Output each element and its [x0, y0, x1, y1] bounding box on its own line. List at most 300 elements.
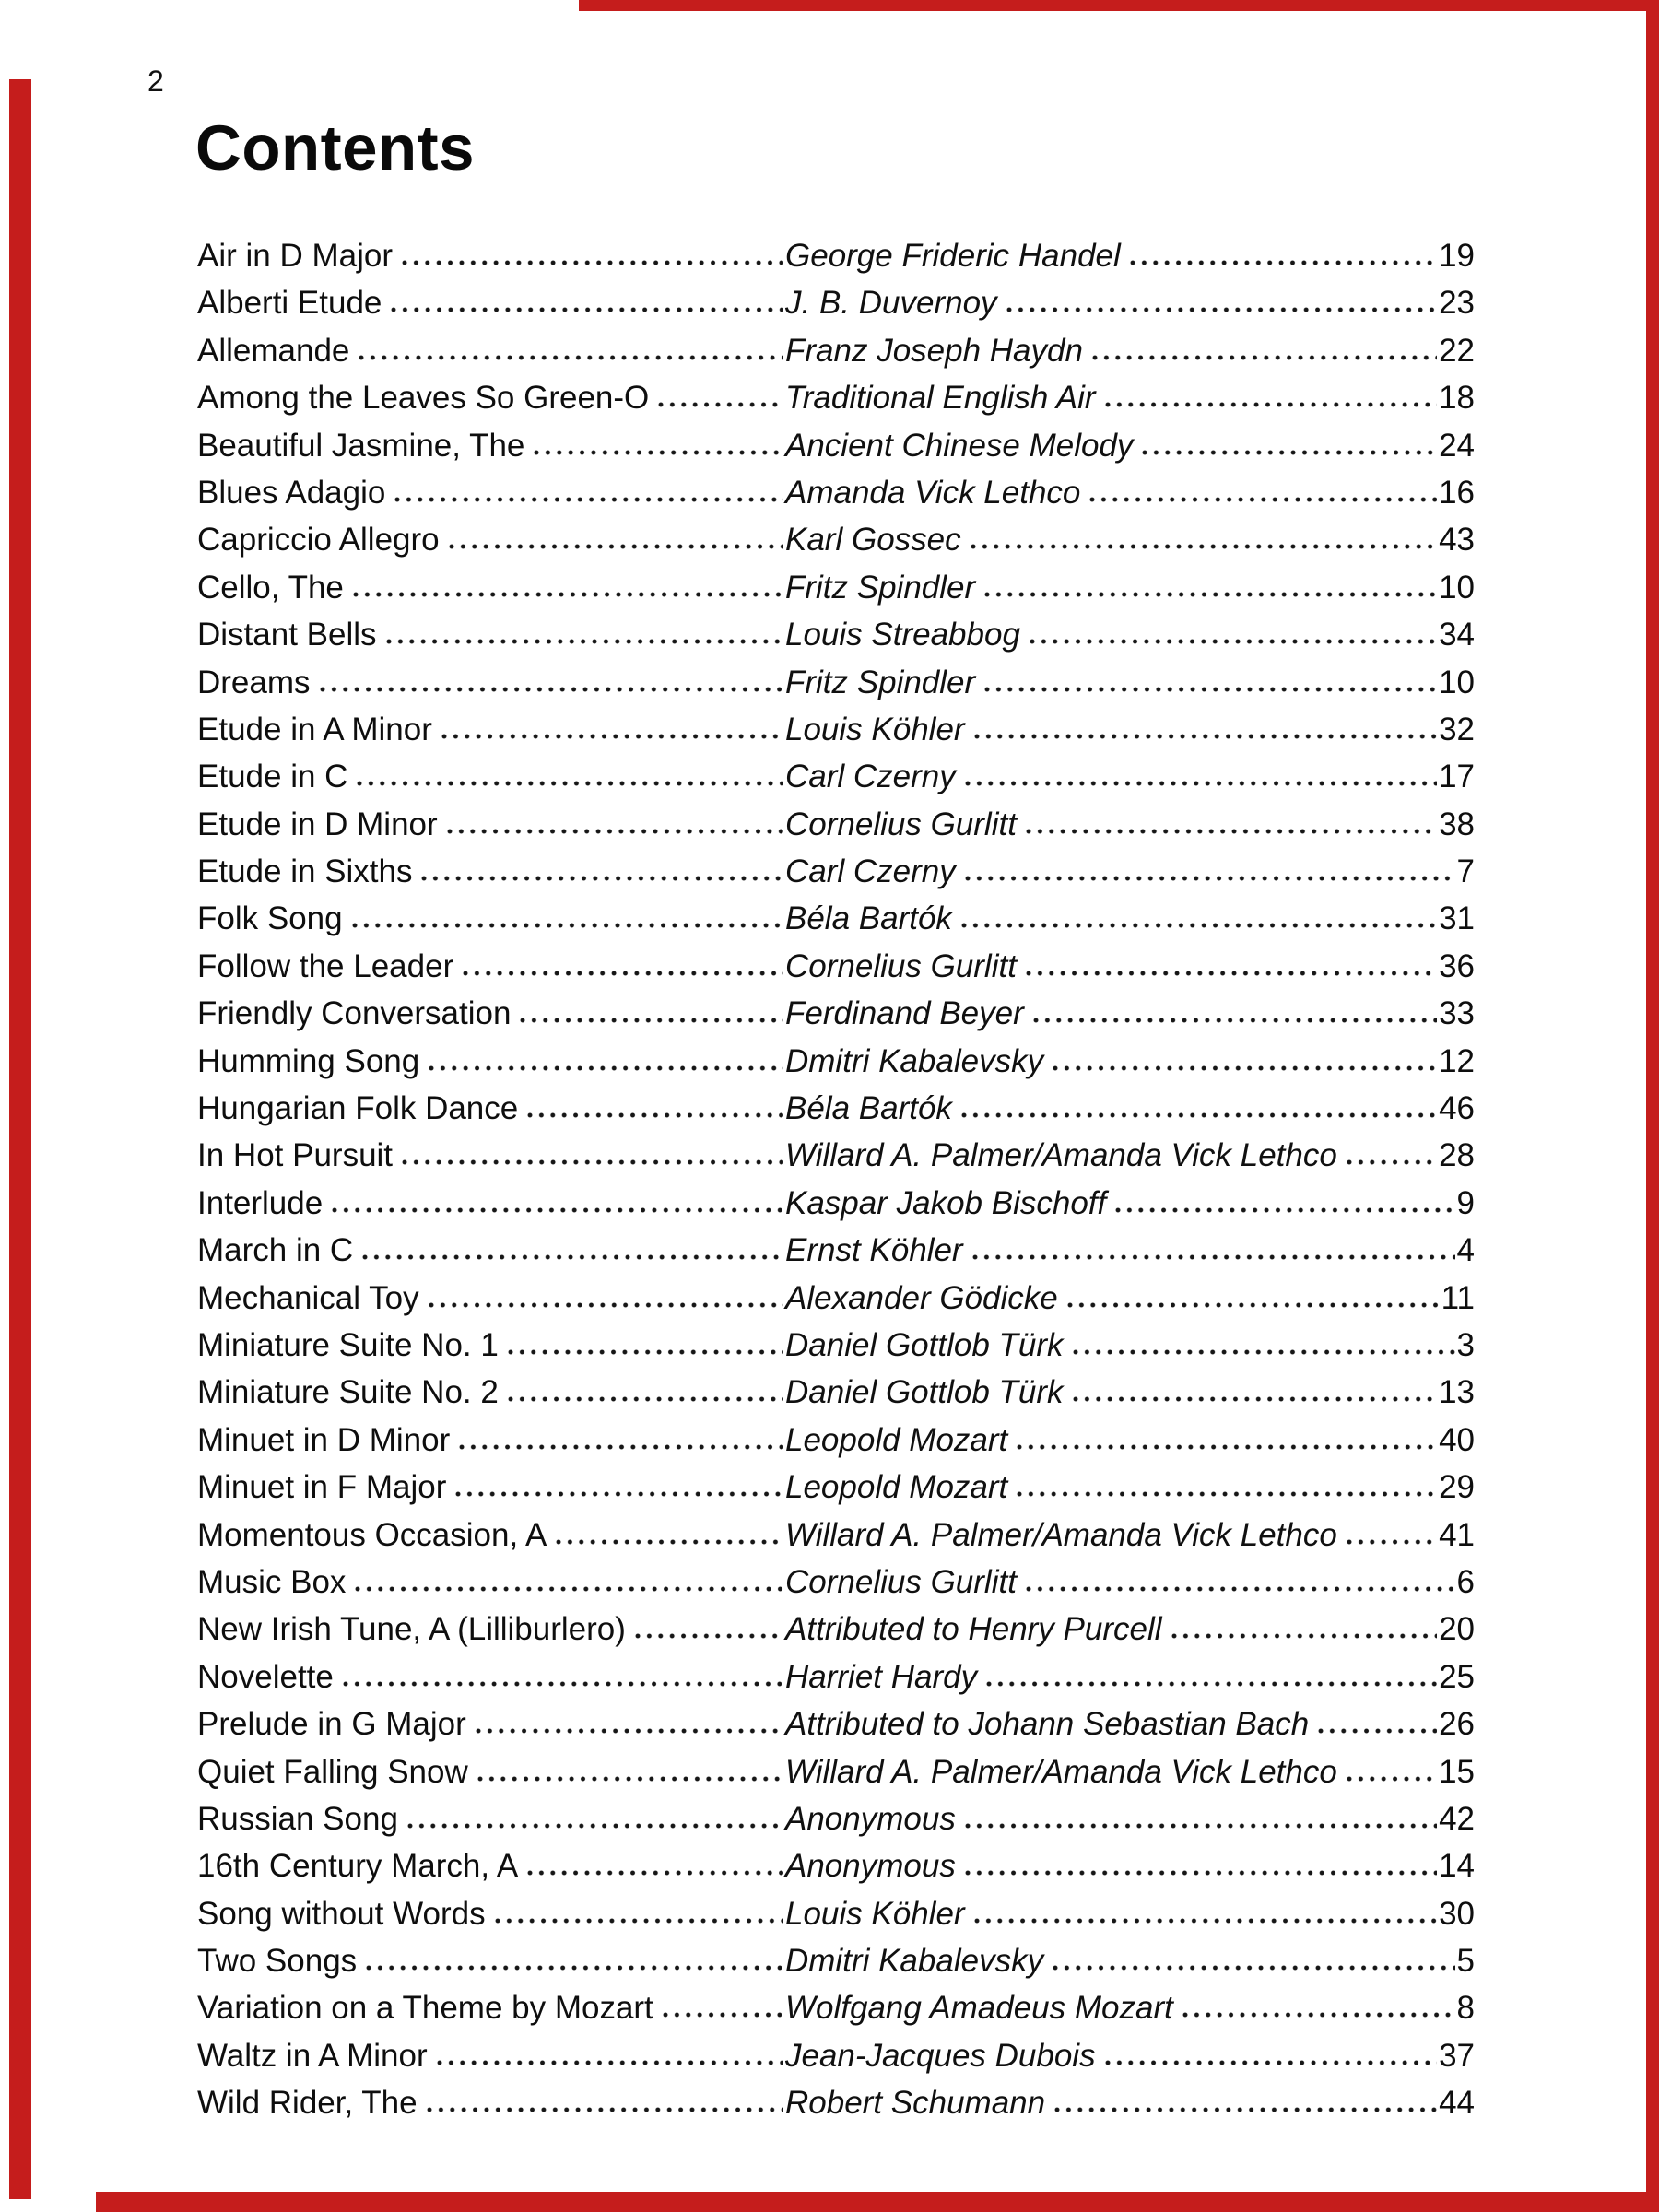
entry-composer: Cornelius Gurlitt	[785, 1563, 1017, 1600]
toc-title-cell	[197, 1275, 785, 1322]
toc-row	[197, 1464, 1475, 1511]
entry-page-number: 34	[1439, 617, 1475, 653]
entry-composer: Willard A. Palmer/Amanda Vick Lethco	[785, 1753, 1337, 1790]
toc-title-cell	[197, 1984, 785, 2031]
toc-title-cell	[197, 516, 785, 563]
entry-title: Humming Song	[197, 1042, 420, 1079]
toc-composer-cell	[785, 1984, 1475, 2031]
dot-leader	[349, 922, 783, 929]
book-cover-edge-bottom	[96, 2192, 1659, 2212]
toc-title-cell	[197, 1937, 785, 1984]
dot-leader	[1127, 259, 1437, 266]
entry-page-number: 38	[1439, 806, 1475, 842]
toc-row	[197, 516, 1475, 563]
dot-leader	[383, 638, 783, 645]
entry-title: Follow the Leader	[197, 947, 454, 984]
entry-title: Wild Rider, The	[197, 2085, 418, 2122]
toc-title-cell	[197, 422, 785, 469]
entry-page-number: 25	[1439, 1658, 1475, 1695]
entry-page-number: 3	[1456, 1326, 1475, 1363]
dot-leader	[1052, 2106, 1437, 2113]
dot-leader	[1139, 449, 1437, 456]
toc-row	[197, 943, 1475, 990]
dot-leader	[968, 543, 1437, 550]
toc-composer-cell	[785, 1937, 1475, 1984]
dot-leader	[1087, 496, 1437, 503]
entry-title: Variation on a Theme by Mozart	[197, 1990, 653, 2027]
entry-title: Folk Song	[197, 900, 343, 937]
entry-composer: Willard A. Palmer/Amanda Vick Lethco	[785, 1516, 1337, 1553]
toc-composer-cell	[785, 516, 1475, 563]
entry-title: Beautiful Jasmine, The	[197, 427, 525, 464]
toc-composer-cell	[785, 469, 1475, 516]
toc-row	[197, 1842, 1475, 1889]
dot-leader	[1112, 1206, 1454, 1214]
toc-composer-cell	[785, 659, 1475, 706]
toc-row	[197, 753, 1475, 800]
entry-page-number: 30	[1439, 1895, 1475, 1932]
toc-title-cell	[197, 1606, 785, 1653]
toc-composer-cell	[785, 1275, 1475, 1322]
dot-leader	[505, 1395, 783, 1403]
entry-composer: Daniel Gottlob Türk	[785, 1374, 1064, 1411]
toc-title-cell	[197, 1464, 785, 1511]
toc-row	[197, 279, 1475, 326]
dot-leader	[632, 1632, 783, 1640]
dot-leader	[1030, 1017, 1437, 1024]
dot-leader	[971, 733, 1437, 740]
dot-leader	[1180, 2011, 1455, 2018]
dot-leader	[959, 922, 1437, 929]
toc-title-cell	[197, 1038, 785, 1085]
toc-composer-cell	[785, 895, 1475, 942]
entry-composer: Willard A. Palmer/Amanda Vick Lethco	[785, 1137, 1337, 1174]
entry-title: Prelude in G Major	[197, 1706, 466, 1743]
toc-title-cell	[197, 2079, 785, 2126]
entry-page-number: 23	[1439, 285, 1475, 322]
entry-title: Capriccio Allegro	[197, 522, 440, 559]
dot-leader	[1070, 1348, 1455, 1356]
entry-page-number: 41	[1439, 1516, 1475, 1553]
dot-leader	[1344, 1538, 1437, 1546]
dot-leader	[399, 259, 783, 266]
toc-title-cell	[197, 564, 785, 611]
entry-title: 16th Century March, A	[197, 1848, 519, 1885]
entry-page-number: 7	[1456, 853, 1475, 890]
entry-page-number: 13	[1439, 1374, 1475, 1411]
toc-row	[197, 2079, 1475, 2126]
dot-leader	[553, 1538, 783, 1546]
entry-title: Etude in A Minor	[197, 711, 432, 747]
dot-leader	[1344, 1159, 1437, 1166]
dot-leader	[460, 970, 783, 977]
toc-row	[197, 374, 1475, 421]
toc-row	[197, 1132, 1475, 1179]
entry-page-number: 18	[1439, 380, 1475, 417]
toc-row	[197, 1748, 1475, 1795]
entry-composer: Béla Bartók	[785, 1090, 952, 1127]
dot-leader	[1014, 1490, 1437, 1498]
toc-row	[197, 706, 1475, 753]
toc-title-cell	[197, 706, 785, 753]
toc-composer-cell	[785, 374, 1475, 421]
dot-leader	[1023, 1585, 1455, 1593]
dot-leader	[959, 1112, 1437, 1119]
toc-title-cell	[197, 374, 785, 421]
toc-row	[197, 1417, 1475, 1464]
entry-title: Distant Bells	[197, 617, 377, 653]
dot-leader	[660, 2011, 783, 2018]
dot-leader	[446, 543, 783, 550]
toc-row	[197, 611, 1475, 658]
entry-title: Minuet in F Major	[197, 1469, 447, 1506]
entry-title: Etude in Sixths	[197, 853, 413, 890]
toc-row	[197, 1890, 1475, 1937]
page-title: Contents	[195, 112, 475, 183]
toc-row	[197, 1606, 1475, 1653]
dot-leader	[439, 733, 783, 740]
entry-page-number: 29	[1439, 1469, 1475, 1506]
entry-title: Novelette	[197, 1658, 334, 1695]
entry-title: Friendly Conversation	[197, 995, 512, 1032]
dot-leader	[392, 496, 783, 503]
toc-composer-cell	[785, 1890, 1475, 1937]
entry-composer: Dmitri Kabalevsky	[785, 1943, 1044, 1980]
entry-title: Alberti Etude	[197, 285, 382, 322]
dot-leader	[354, 780, 783, 787]
entry-page-number: 24	[1439, 427, 1475, 464]
entry-title: Among the Leaves So Green-O	[197, 380, 650, 417]
entry-composer: Leopold Mozart	[785, 1469, 1008, 1506]
book-cover-edge-top	[579, 0, 1659, 11]
dot-leader	[1102, 2059, 1437, 2066]
entry-page-number: 12	[1439, 1042, 1475, 1079]
toc-composer-cell	[785, 279, 1475, 326]
toc-title-cell	[197, 1748, 785, 1795]
entry-page-number: 17	[1439, 759, 1475, 795]
dot-leader	[352, 1585, 783, 1593]
toc-row	[197, 848, 1475, 895]
toc-row	[197, 232, 1475, 279]
toc-row	[197, 895, 1475, 942]
toc-row	[197, 1038, 1475, 1085]
dot-leader	[1344, 1775, 1437, 1783]
toc-row	[197, 1512, 1475, 1559]
entry-page-number: 19	[1439, 238, 1475, 274]
entry-composer: Fritz Spindler	[785, 664, 976, 700]
entry-title: Dreams	[197, 664, 311, 700]
entry-page-number: 40	[1439, 1421, 1475, 1458]
dot-leader	[473, 1727, 783, 1735]
toc-row	[197, 1180, 1475, 1227]
entry-title: Air in D Major	[197, 238, 393, 274]
dot-leader	[962, 875, 1455, 882]
toc-title-cell	[197, 1842, 785, 1889]
toc-composer-cell	[785, 1085, 1475, 1132]
toc-row	[197, 1937, 1475, 1984]
entry-composer: Cornelius Gurlitt	[785, 806, 1017, 842]
toc-row	[197, 1085, 1475, 1132]
dot-leader	[1023, 828, 1437, 835]
toc-row	[197, 422, 1475, 469]
dot-leader	[444, 828, 783, 835]
dot-leader	[456, 1443, 783, 1451]
dot-leader	[505, 1348, 783, 1356]
entry-composer: Louis Streabbog	[785, 617, 1020, 653]
toc-row	[197, 327, 1475, 374]
entry-page-number: 11	[1441, 1279, 1475, 1316]
toc-title-cell	[197, 232, 785, 279]
dot-leader	[418, 875, 783, 882]
dot-leader	[531, 449, 783, 456]
dot-leader	[971, 1917, 1437, 1924]
entry-composer: Alexander Gödicke	[785, 1279, 1058, 1316]
entry-composer: Karl Gossec	[785, 522, 961, 559]
entry-title: March in C	[197, 1232, 354, 1269]
toc-composer-cell	[785, 2032, 1475, 2079]
toc-title-cell	[197, 801, 785, 848]
entry-page-number: 36	[1439, 947, 1475, 984]
entry-composer: Franz Joseph Haydn	[785, 332, 1083, 369]
toc-title-cell	[197, 1795, 785, 1842]
toc-title-cell	[197, 611, 785, 658]
toc-composer-cell	[785, 1653, 1475, 1700]
toc-row	[197, 1700, 1475, 1747]
entry-title: Waltz in A Minor	[197, 2037, 428, 2074]
dot-leader	[317, 686, 783, 693]
toc-composer-cell	[785, 1417, 1475, 1464]
entry-composer: Daniel Gottlob Türk	[785, 1326, 1064, 1363]
toc-composer-cell	[785, 1464, 1475, 1511]
dot-leader	[453, 1490, 783, 1498]
toc-row	[197, 659, 1475, 706]
dot-leader	[524, 1112, 783, 1119]
book-cover-edge-left	[9, 79, 31, 2199]
toc-row	[197, 1559, 1475, 1606]
toc-title-cell	[197, 753, 785, 800]
entry-composer: Traditional English Air	[785, 380, 1096, 417]
entry-page-number: 28	[1439, 1137, 1475, 1174]
dot-leader	[1027, 638, 1437, 645]
entry-page-number: 33	[1439, 995, 1475, 1032]
entry-page-number: 10	[1439, 664, 1475, 700]
dot-leader	[424, 2106, 783, 2113]
toc-composer-cell	[785, 848, 1475, 895]
toc-title-cell	[197, 1417, 785, 1464]
toc-title-cell	[197, 2032, 785, 2079]
toc-composer-cell	[785, 1227, 1475, 1274]
entry-page-number: 14	[1439, 1848, 1475, 1885]
toc-composer-cell	[785, 1180, 1475, 1227]
toc-composer-cell	[785, 2079, 1475, 2126]
entry-composer: Ernst Köhler	[785, 1232, 963, 1269]
toc-composer-cell	[785, 1132, 1475, 1179]
toc-composer-cell	[785, 1795, 1475, 1842]
dot-leader	[399, 1159, 783, 1166]
toc-row	[197, 1369, 1475, 1416]
dot-leader	[1050, 1964, 1454, 1971]
toc-title-cell	[197, 895, 785, 942]
entry-title: Etude in D Minor	[197, 806, 438, 842]
entry-page-number: 43	[1439, 522, 1475, 559]
entry-title: Quiet Falling Snow	[197, 1753, 468, 1790]
entry-page-number: 8	[1456, 1990, 1475, 2027]
entry-title: Miniature Suite No. 2	[197, 1374, 499, 1411]
entry-page-number: 42	[1439, 1800, 1475, 1837]
entry-composer: Wolfgang Amadeus Mozart	[785, 1990, 1173, 2027]
dot-leader	[434, 2059, 783, 2066]
dot-leader	[1014, 1443, 1437, 1451]
dot-leader	[962, 1822, 1437, 1830]
toc-title-cell	[197, 469, 785, 516]
toc-composer-cell	[785, 1559, 1475, 1606]
toc-title-cell	[197, 1180, 785, 1227]
toc-composer-cell	[785, 801, 1475, 848]
toc-composer-cell	[785, 1322, 1475, 1369]
entry-title: Cello, The	[197, 569, 344, 606]
entry-page-number: 15	[1439, 1753, 1475, 1790]
dot-leader	[1004, 306, 1438, 313]
toc-composer-cell	[785, 990, 1475, 1037]
dot-leader	[329, 1206, 783, 1214]
toc-title-cell	[197, 943, 785, 990]
entry-title: New Irish Tune, A (Lilliburlero)	[197, 1611, 626, 1648]
dot-leader	[970, 1253, 1455, 1261]
dot-leader	[1089, 354, 1437, 361]
entry-page-number: 46	[1439, 1090, 1475, 1127]
entry-title: Minuet in D Minor	[197, 1421, 451, 1458]
toc-composer-cell	[785, 232, 1475, 279]
toc-title-cell	[197, 1369, 785, 1416]
entry-composer: Amanda Vick Lethco	[785, 474, 1081, 511]
toc-row	[197, 2032, 1475, 2079]
entry-composer: Leopold Mozart	[785, 1421, 1008, 1458]
toc-title-cell	[197, 848, 785, 895]
dot-leader	[350, 591, 783, 598]
entry-title: Two Songs	[197, 1943, 358, 1980]
dot-leader	[517, 1017, 783, 1024]
entry-composer: Anonymous	[785, 1848, 956, 1885]
toc-composer-cell	[785, 1842, 1475, 1889]
toc-title-cell	[197, 1227, 785, 1274]
entry-title: Hungarian Folk Dance	[197, 1090, 519, 1127]
entry-page-number: 9	[1456, 1184, 1475, 1221]
entry-page-number: 5	[1456, 1943, 1475, 1980]
entry-composer: Jean-Jacques Dubois	[785, 2037, 1096, 2074]
toc-title-cell	[197, 1890, 785, 1937]
entry-composer: Carl Czerny	[785, 853, 956, 890]
entry-page-number: 22	[1439, 332, 1475, 369]
dot-leader	[983, 1680, 1437, 1688]
entry-page-number: 20	[1439, 1611, 1475, 1648]
toc-title-cell	[197, 1700, 785, 1747]
entry-title: Music Box	[197, 1563, 347, 1600]
toc-row	[197, 1795, 1475, 1842]
entry-page-number: 31	[1439, 900, 1475, 937]
entry-composer: Attributed to Henry Purcell	[785, 1611, 1162, 1648]
entry-title: Allemande	[197, 332, 350, 369]
toc-composer-cell	[785, 753, 1475, 800]
toc-composer-cell	[785, 943, 1475, 990]
toc-row	[197, 1653, 1475, 1700]
dot-leader	[426, 1065, 783, 1072]
dot-leader	[1065, 1301, 1440, 1309]
dot-leader	[655, 401, 783, 408]
entry-composer: Louis Köhler	[785, 711, 965, 747]
toc-title-cell	[197, 659, 785, 706]
entry-title: Song without Words	[197, 1895, 486, 1932]
entry-composer: Harriet Hardy	[785, 1658, 978, 1695]
dot-leader	[1315, 1727, 1437, 1735]
toc-row	[197, 1322, 1475, 1369]
entry-composer: Béla Bartók	[785, 900, 952, 937]
entry-composer: Louis Köhler	[785, 1895, 965, 1932]
page-number: 2	[147, 65, 164, 98]
toc-row	[197, 990, 1475, 1037]
entry-page-number: 10	[1439, 569, 1475, 606]
toc-composer-cell	[785, 1512, 1475, 1559]
dot-leader	[340, 1680, 783, 1688]
entry-title: Mechanical Toy	[197, 1279, 419, 1316]
entry-page-number: 26	[1439, 1706, 1475, 1743]
dot-leader	[1169, 1632, 1438, 1640]
dot-leader	[363, 1964, 783, 1971]
dot-leader	[982, 591, 1437, 598]
toc-row	[197, 1275, 1475, 1322]
toc-composer-cell	[785, 564, 1475, 611]
toc-title-cell	[197, 1322, 785, 1369]
toc-title-cell	[197, 279, 785, 326]
entry-title: Etude in C	[197, 759, 348, 795]
toc-composer-cell	[785, 422, 1475, 469]
entry-page-number: 6	[1456, 1563, 1475, 1600]
dot-leader	[962, 1869, 1437, 1877]
entry-composer: Fritz Spindler	[785, 569, 976, 606]
toc-row	[197, 469, 1475, 516]
dot-leader	[405, 1822, 783, 1830]
toc-title-cell	[197, 1653, 785, 1700]
dot-leader	[475, 1775, 783, 1783]
entry-composer: George Frideric Handel	[785, 238, 1121, 274]
entry-title: In Hot Pursuit	[197, 1137, 394, 1174]
toc-composer-cell	[785, 327, 1475, 374]
book-cover-edge-right	[1646, 4, 1659, 2212]
toc-row	[197, 1984, 1475, 2031]
entry-title: Interlude	[197, 1184, 324, 1221]
toc-composer-cell	[785, 1700, 1475, 1747]
entry-page-number: 4	[1456, 1232, 1475, 1269]
dot-leader	[962, 780, 1437, 787]
toc-composer-cell	[785, 706, 1475, 753]
entry-composer: J. B. Duvernoy	[785, 285, 997, 322]
dot-leader	[356, 354, 783, 361]
toc-composer-cell	[785, 1369, 1475, 1416]
entry-composer: Dmitri Kabalevsky	[785, 1042, 1044, 1079]
toc-composer-cell	[785, 1748, 1475, 1795]
entry-page-number: 32	[1439, 711, 1475, 747]
toc-composer-cell	[785, 611, 1475, 658]
dot-leader	[524, 1869, 783, 1877]
dot-leader	[426, 1301, 783, 1309]
toc-composer-cell	[785, 1038, 1475, 1085]
toc-list	[197, 232, 1475, 2127]
toc-title-cell	[197, 1085, 785, 1132]
dot-leader	[982, 686, 1437, 693]
dot-leader	[388, 306, 783, 313]
entry-title: Russian Song	[197, 1800, 398, 1837]
entry-composer: Anonymous	[785, 1800, 956, 1837]
toc-row	[197, 564, 1475, 611]
